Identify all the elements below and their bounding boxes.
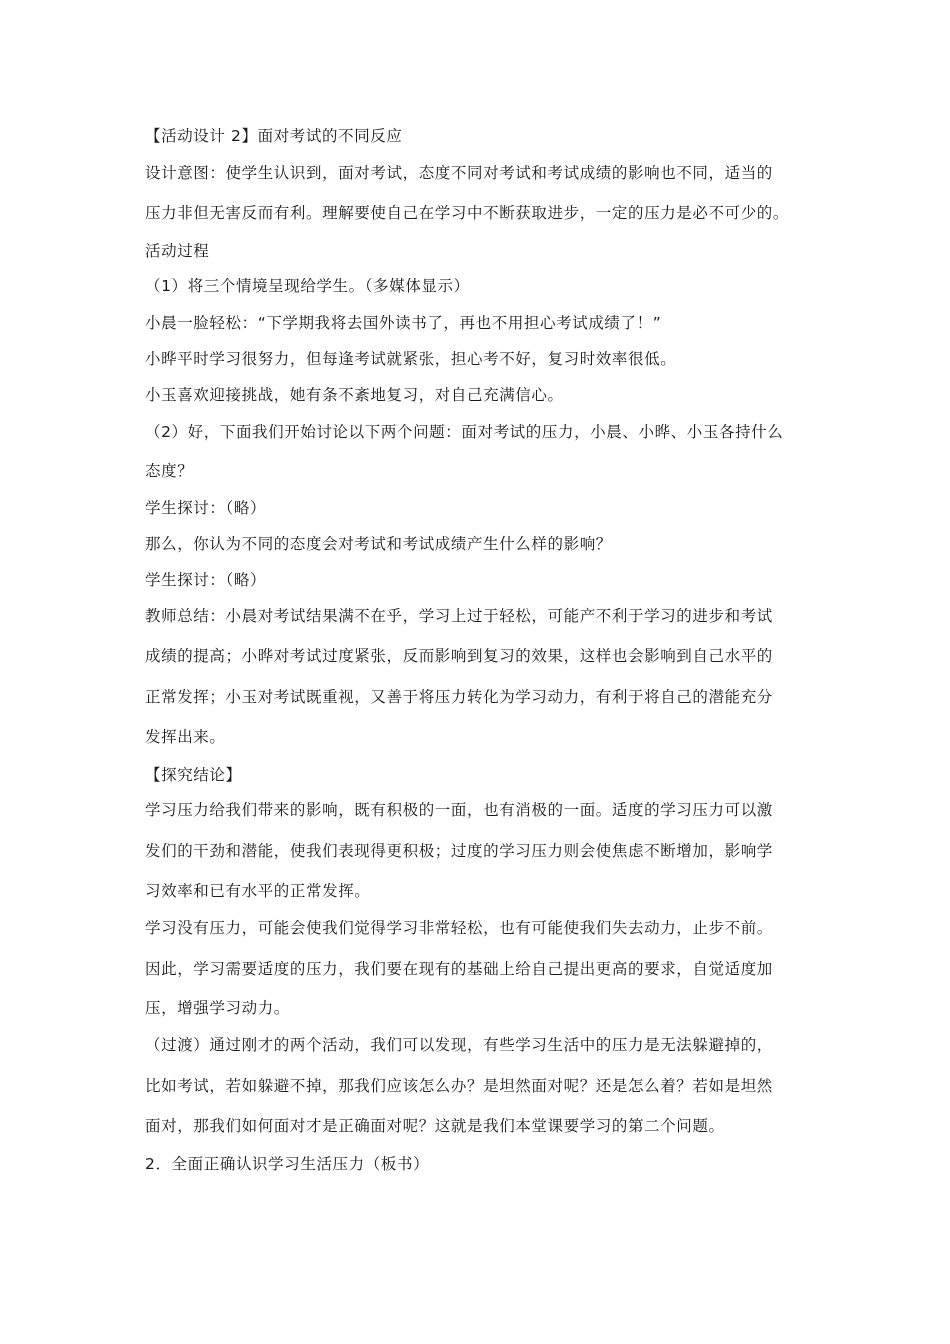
transition-line-3: 面对，那我们如何面对才是正确面对呢？这就是我们本堂课要学习的第二个问题。 [145,1117,725,1135]
activity-process-heading: 活动过程 [145,242,210,260]
step-2-line-1: （2）好，下面我们开始讨论以下两个问题：面对考试的压力，小晨、小晔、小玉各持什么 [145,423,784,441]
design-intent-line-1: 设计意图：使学生认识到，面对考试，态度不同对考试和考试成绩的影响也不同，适当的 [145,164,773,182]
conclusion-line-4: 学习没有压力，可能会使我们觉得学习非常轻松，也有可能使我们失去动力，止步不前。 [145,919,773,937]
student-discussion-1: 学生探讨：（略） [145,499,267,517]
conclusion-line-6: 压，增强学习动力。 [145,999,290,1017]
step-2-line-2: 态度？ [145,462,194,480]
board-writing-heading: 2．全面正确认识学习生活压力（板书） [145,1155,430,1173]
conclusion-line-5: 因此，学习需要适度的压力，我们要在现有的基础上给自己提出更高的要求，自觉适度加 [145,960,773,978]
conclusion-line-2: 发们的干劲和潜能，使我们表现得更积极；过度的学习压力则会使焦虑不断增加，影响学 [145,842,773,860]
teacher-summary-line-1: 教师总结：小晨对考试结果满不在乎，学习上过于轻松，可能产不利于学习的进步和考试 [145,607,773,625]
teacher-summary-line-3: 正常发挥；小玉对考试既重视，又善于将压力转化为学习动力，有利于将自己的潜能充分 [145,688,773,706]
transition-line-1: （过渡）通过刚才的两个活动，我们可以发现，有些学习生活中的压力是无法躲避掉的， [145,1036,773,1054]
transition-line-2: 比如考试，若如躲避不掉，那我们应该怎么办？是坦然面对呢？还是怎么着？若如是坦然 [145,1077,773,1095]
question-line: 那么，你认为不同的态度会对考试和考试成绩产生什么样的影响？ [145,535,612,553]
teacher-summary-line-4: 发挥出来。 [145,728,226,746]
design-intent-line-2: 压力非但无害反而有利。理解要使自己在学习中不断获取进步，一定的压力是必不可少的。 [145,204,790,222]
conclusion-heading: 【探究结论】 [145,766,242,784]
conclusion-line-1: 学习压力给我们带来的影响，既有积极的一面，也有消极的一面。适度的学习压力可以激 [145,801,773,819]
conclusion-line-3: 习效率和已有水平的正常发挥。 [145,882,371,900]
step-1-line: （1）将三个情境呈现给学生。（多媒体显示） [145,277,470,295]
scenario-xiaoyu: 小玉喜欢迎接挑战，她有条不紊地复习，对自己充满信心。 [145,386,564,404]
scenario-xiaochen: 小晨一脸轻松：“下学期我将去国外读书了，再也不用担心考试成绩了！” [145,314,662,332]
activity-design-heading: 【活动设计 2】面对考试的不同反应 [145,127,403,145]
student-discussion-2: 学生探讨：（略） [145,571,267,589]
scenario-xiaoye: 小晔平时学习很努力，但每逢考试就紧张，担心考不好，复习时效率很低。 [145,350,677,368]
teacher-summary-line-2: 成绩的提高；小晔对考试过度紧张，反而影响到复习的效果，这样也会影响到自己水平的 [145,647,773,665]
